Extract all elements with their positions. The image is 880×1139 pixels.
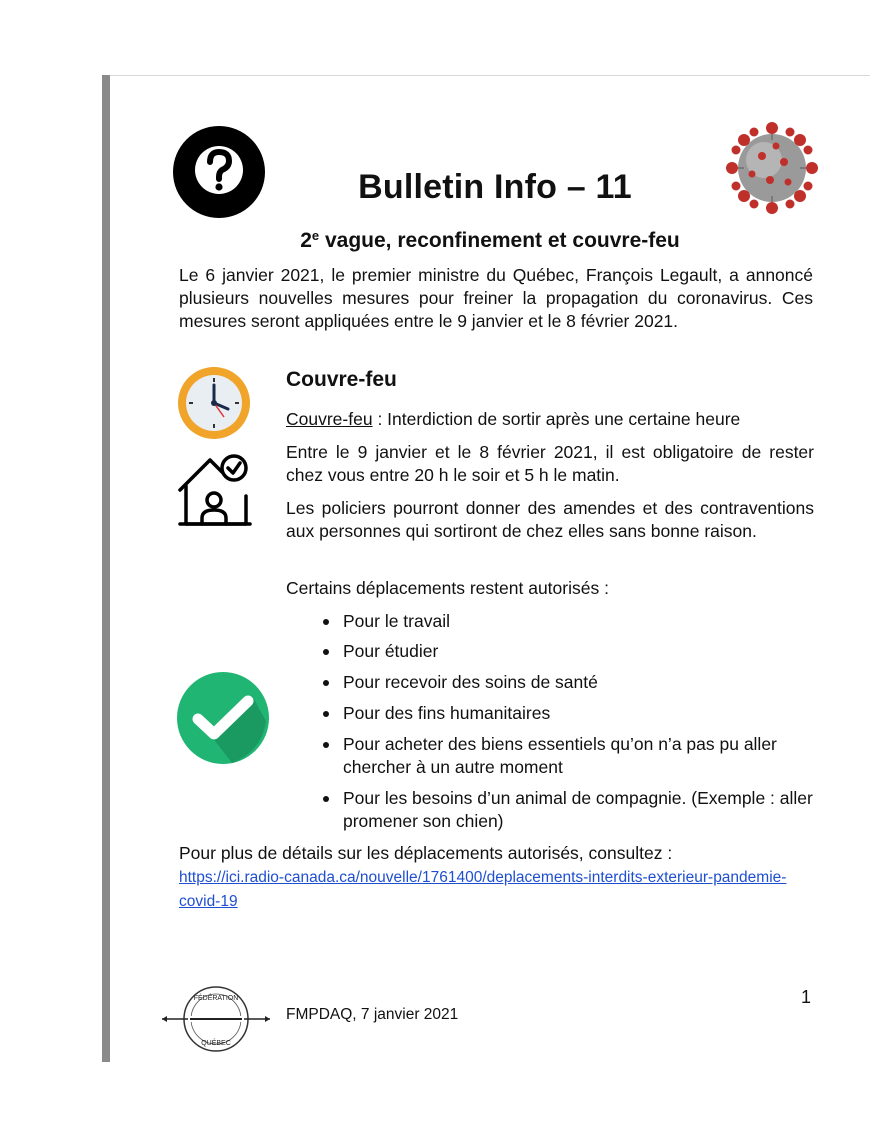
- list-item: Pour le travail: [320, 610, 820, 633]
- page-left-border: [102, 75, 110, 1062]
- curfew-rule-paragraph: Entre le 9 janvier et le 8 février 2021, il est obligatoire de rester chez vous entre 20 h le soir et 5 h le matin.: [286, 442, 814, 485]
- list-item: Pour étudier: [320, 640, 820, 663]
- bulletin-title: Bulletin Info – 11: [358, 168, 632, 206]
- page-top-edge: [104, 75, 870, 76]
- bulletin-subtitle: [200, 228, 780, 253]
- more-info-paragraph: [179, 842, 813, 913]
- police-paragraph: Les policiers pourront donner des amendes et des contraventions aux personnes qui sortiront de chez elles sans bonne raison.: [286, 498, 814, 541]
- list-item: Pour des fins humanitaires: [320, 702, 820, 725]
- section-heading: Couvre-feu: [286, 368, 397, 391]
- list-item: Pour les besoins d’un animal de compagnie. (Exemple : aller promener son chien): [320, 787, 833, 833]
- coronavirus-icon: [724, 120, 820, 216]
- subtitle-superscript: e: [311, 228, 320, 243]
- list-item: Pour acheter des biens essentiels qu’on n’a pas pu aller chercher à un autre moment: [320, 733, 823, 779]
- federation-logo: [160, 985, 272, 1053]
- subtitle-text: vague, reconfinement et couvre-feu: [319, 229, 680, 252]
- intro-paragraph: Le 6 janvier 2021, le premier ministre du Québec, François Legault, a annoncé plusieurs nouvelles mesures pour freiner la propagation du coronavirus. Ces mesures seront appliquées entre le 9 janvier et le 8 février 2021.: [179, 265, 813, 331]
- allowed-intro: Certains déplacements restent autorisés :: [286, 578, 609, 598]
- definition-text: : Interdiction de sortir après une certaine heure: [372, 409, 741, 429]
- subtitle-ordinal: 2: [300, 229, 312, 252]
- definition-paragraph: [286, 408, 816, 431]
- more-info-text: Pour plus de détails sur les déplacements autorisés, consultez :: [179, 843, 673, 863]
- definition-term: Couvre-feu: [286, 409, 373, 429]
- footer-text: FMPDAQ, 7 janvier 2021: [286, 1006, 459, 1023]
- list-item: Pour recevoir des soins de santé: [320, 671, 820, 694]
- clock-icon: [176, 365, 252, 441]
- page-number: 1: [801, 987, 812, 1007]
- green-check-icon: [176, 671, 270, 765]
- more-info-link[interactable]: https://ici.radio-canada.ca/nouvelle/1761400/deplacements-interdits-exterieur-pandemie-covid-19: [179, 869, 787, 910]
- allowed-list: [320, 610, 820, 833]
- house-person-check-icon: [176, 450, 254, 530]
- logo-text-top: FÉDÉRATION: [193, 995, 239, 1002]
- question-mark-icon: [173, 126, 265, 218]
- logo-text-bottom: QUÉBEC: [201, 1040, 231, 1047]
